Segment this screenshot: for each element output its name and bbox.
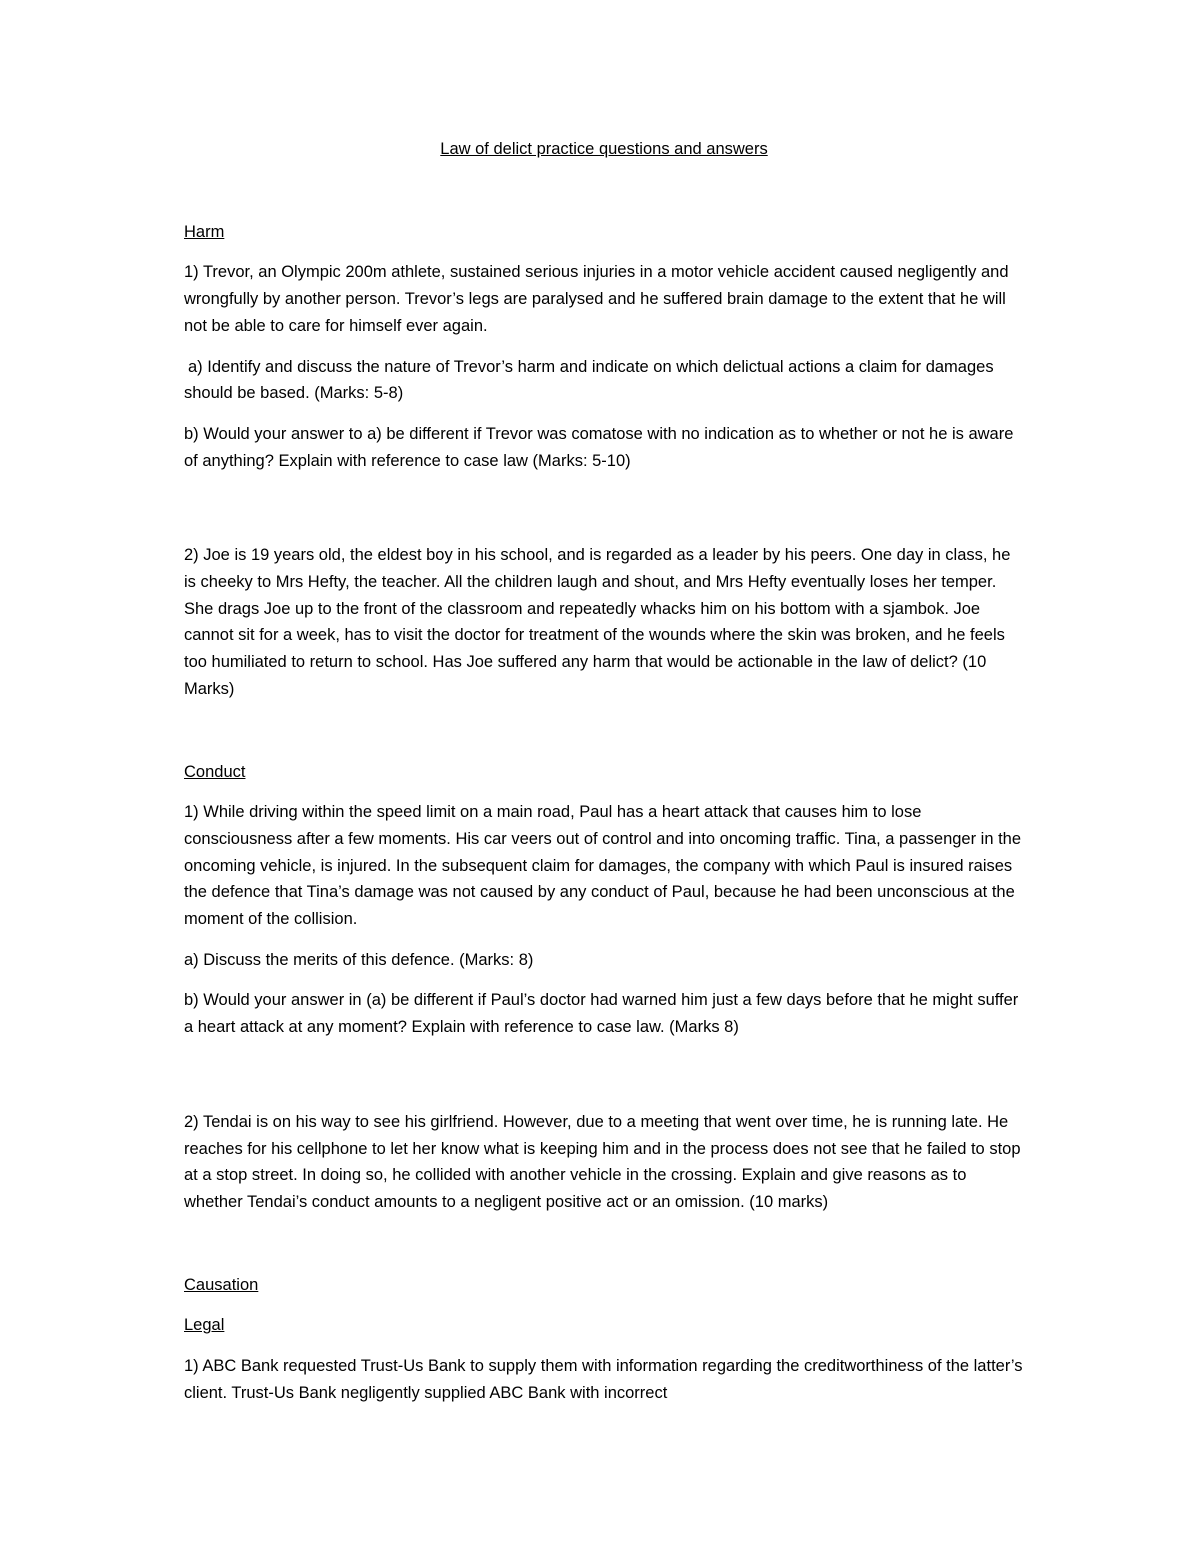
harm-question-1b: b) Would your answer to a) be different if Trevor was comatose with no indication as to whether or not he is aware of anything? Explain with reference to case law (Marks: 5-10) xyxy=(184,424,1014,470)
causation-question-1: 1) ABC Bank requested Trust-Us Bank to supply them with information regarding the creditworthiness of the latter’s client. Trust-Us Bank negligently supplied ABC Bank with incorrect xyxy=(184,1357,1023,1402)
conduct-question-1: 1) While driving within the speed limit on a main road, Paul has a heart attack that causes him to lose consciousness after a few moments. His car veers out of control and into oncoming traffic. Tina, a passenger in the oncoming vehicle, is injured. In the subsequent claim for damages, the company with which Paul is insured raises the defence that Tina’s damage was not caused by any conduct of Paul, because he had been unconscious at the moment of the collision. xyxy=(184,803,1022,929)
section-conduct xyxy=(184,759,1024,1216)
section-heading-causation: Causation xyxy=(184,1275,259,1294)
harm-question-1a: a) Identify and discuss the nature of Trevor’s harm and indicate on which delictual actions a claim for damages should be based. (Marks: 5-8) xyxy=(184,357,994,403)
conduct-question-2: 2) Tendai is on his way to see his girlfriend. However, due to a meeting that went over time, he is running late. He reaches for his cellphone to let her know what is keeping him and in the process does not see that he failed to stop at a stop street. In doing so, he collided with another vehicle in the crossing. Explain and give reasons as to whether Tendai’s conduct amounts to a negligent positive act or an omission. (10 marks) xyxy=(184,1112,1021,1211)
document-title: Law of delict practice questions and answers xyxy=(440,140,768,158)
section-harm xyxy=(184,219,1024,703)
section-causation xyxy=(184,1272,1024,1407)
section-heading-conduct: Conduct xyxy=(184,762,246,781)
document-body xyxy=(184,136,1024,1407)
section-heading-harm: Harm xyxy=(184,222,225,241)
harm-question-2: 2) Joe is 19 years old, the eldest boy in his school, and is regarded as a leader by his peers. One day in class, he is cheeky to Mrs Hefty, the teacher. All the children laugh and shout, and Mrs Hefty eventually loses her temper. She drags Joe up to the front of the classroom and repeatedly whacks him on his bottom with a sjambok. Joe cannot sit for a week, has to visit the doctor for treatment of the wounds where the skin was broken, and he feels too humiliated to return to school. Has Joe suffered any harm that would be actionable in the law of delict? (10 Marks) xyxy=(184,546,1011,698)
harm-question-1: 1) Trevor, an Olympic 200m athlete, sustained serious injuries in a motor vehicle accident caused negligently and wrongfully by another person. Trevor’s legs are paralysed and he suffered brain damage to the extent that he will not be able to care for himself ever again. xyxy=(184,263,1009,335)
conduct-question-1a: a) Discuss the merits of this defence. (Marks: 8) xyxy=(184,950,534,969)
subsection-heading-legal: Legal xyxy=(184,1316,225,1335)
conduct-question-1b: b) Would your answer in (a) be different if Paul’s doctor had warned him just a few days before that he might suffer a heart attack at any moment? Explain with reference to case law. (Marks 8) xyxy=(184,991,1019,1037)
